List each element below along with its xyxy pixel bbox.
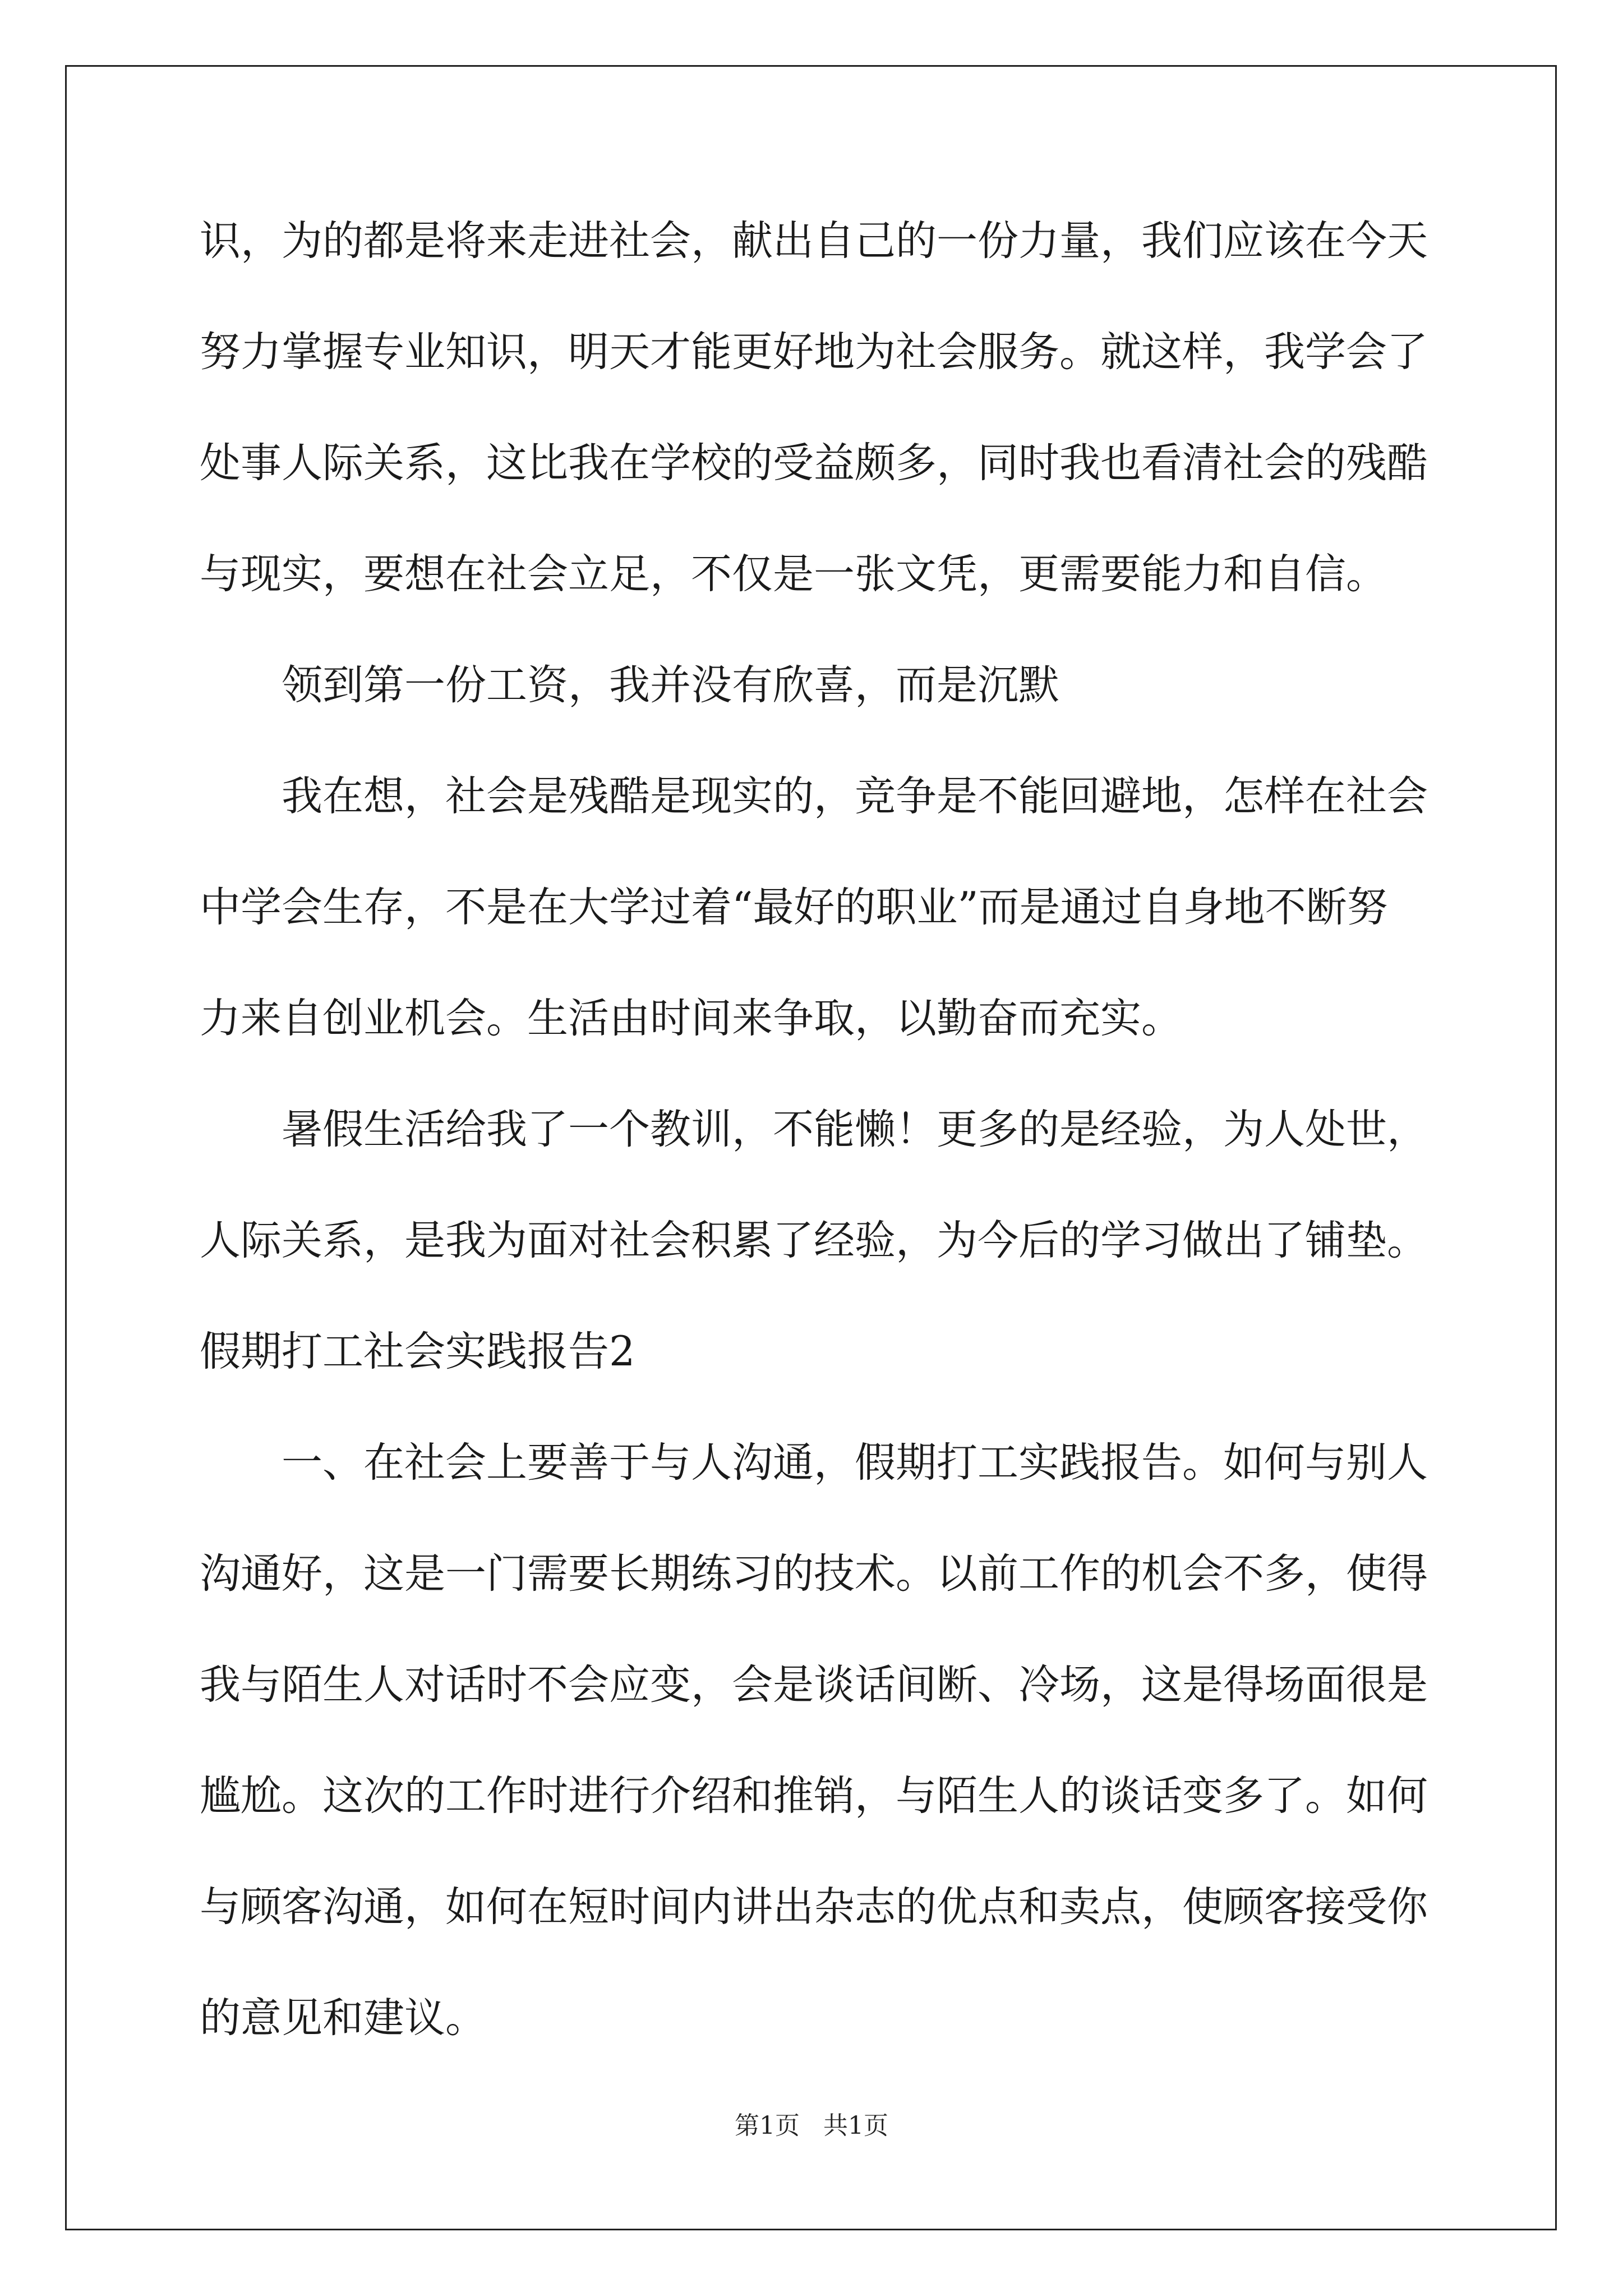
text-line: 力来自创业机会。生活由时间来争取，以勤奋而充实。 bbox=[200, 995, 1182, 1042]
text-line: 暑假生活给我了一个教训，不能懒！更多的是经验，为人处世， bbox=[282, 1106, 1428, 1153]
text-line: 与现实，要想在社会立足，不仅是一张文凭，更需要能力和自信。 bbox=[200, 550, 1387, 598]
page-footer: 第1页 共1页 bbox=[735, 2111, 888, 2140]
text-line: 与顾客沟通，如何在短时间内讲出杂志的优点和卖点，使顾客接受你 bbox=[200, 1883, 1428, 1931]
text-line: 人际关系，是我为面对社会积累了经验，为今后的学习做出了铺垫。 bbox=[200, 1217, 1428, 1264]
text-line: 中学会生存，不是在大学过着“最好的职业”而是通过自身地不断努 bbox=[200, 884, 1388, 931]
text-line: 识，为的都是将来走进社会，献出自己的一份力量，我们应该在今天 bbox=[200, 217, 1428, 265]
text-line: 我在想，社会是残酷是现实的，竞争是不能回避地，怎样在社会 bbox=[282, 772, 1428, 820]
text-line: 的意见和建议。 bbox=[200, 1994, 486, 2042]
text-line: 我与陌生人对话时不会应变，会是谈话间断、冷场，这是得场面很是 bbox=[200, 1661, 1428, 1709]
text-line: 沟通好，这是一门需要长期练习的技术。以前工作的机会不多，使得 bbox=[200, 1550, 1428, 1598]
text-line: 尴尬。这次的工作时进行介绍和推销，与陌生人的谈话变多了。如何 bbox=[200, 1772, 1428, 1820]
text-line: 处事人际关系，这比我在学校的受益颇多，同时我也看清社会的残酷 bbox=[200, 439, 1428, 487]
text-line: 假期打工社会实践报告2 bbox=[200, 1328, 635, 1375]
text-line: 领到第一份工资，我并没有欣喜，而是沉默 bbox=[282, 661, 1059, 709]
text-line: 努力掌握专业知识，明天才能更好地为社会服务。就这样，我学会了 bbox=[200, 328, 1428, 376]
text-line: 一、在社会上要善于与人沟通，假期打工实践报告。如何与别人 bbox=[282, 1439, 1428, 1487]
